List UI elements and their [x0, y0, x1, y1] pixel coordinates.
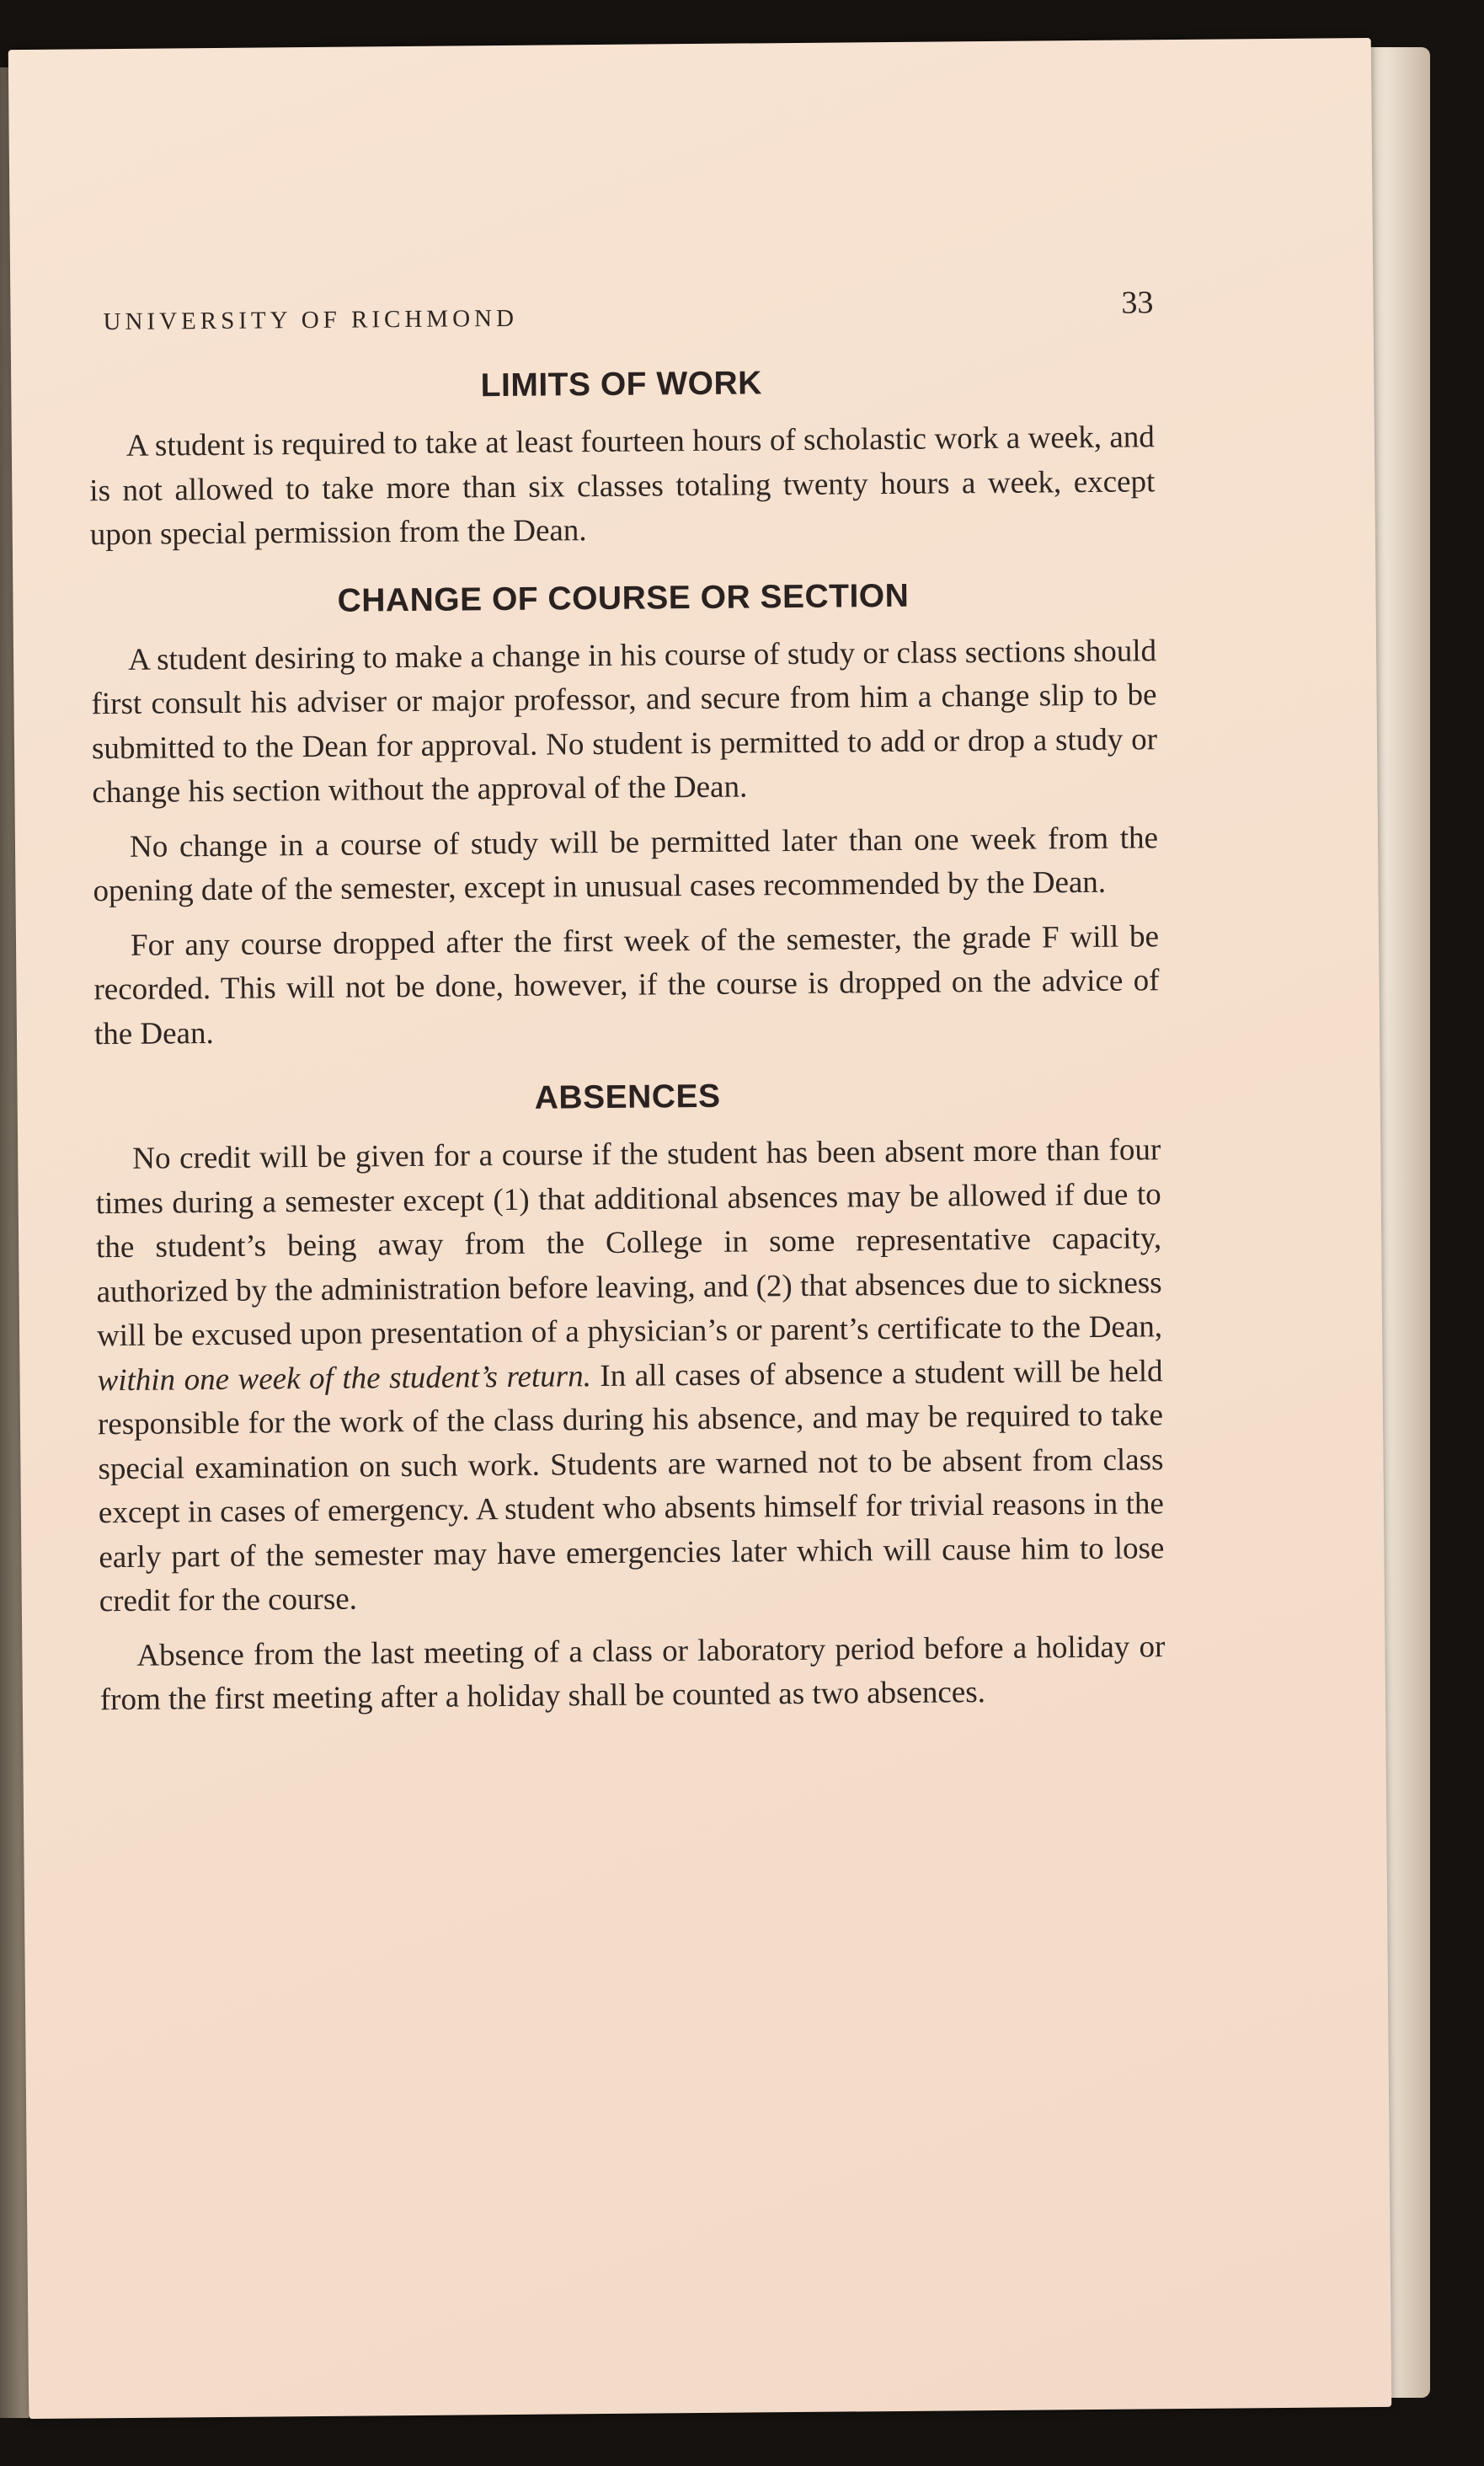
page-number: 33	[1121, 285, 1154, 321]
heading-absences: ABSENCES	[534, 1078, 721, 1116]
running-title: UNIVERSITY OF RICHMOND	[103, 304, 519, 336]
absences-italic-phrase: within one week of the student’s return.	[97, 1358, 592, 1398]
paragraph-limits: A student is required to take at least fourteen hours of scholastic work a week, and is not allowed to take more than six classes totaling twenty hours a week, except upon special permission from the Dean.	[89, 420, 1156, 553]
absences-text-end: In all cases of absence a student will be held responsible for the work of the class during his absence, and may be required to take special examination on such work. Students are warned not to be absent from class except in cases of emergency. A student who absents himself for trivial reasons in the early part of the semester may have emergencies later which will cause him to lose credit for the course.	[97, 1353, 1165, 1619]
book-page	[8, 38, 1391, 2419]
paragraph-change-3: For any course dropped after the first week of the semester, the grade F will be recorded. This will not be done, however, if the course is dropped on the advice of the Dean.	[93, 918, 1160, 1051]
absences-text-start: No credit will be given for a course if the student has been absent more than four times during a semester except (1) that additional absences may be allowed if due to the student’s being away from the College in some representative capacity, authorized by the administration before leaving, and (2) that absences due to sickness will be excused upon presentation of a physician’s or parent’s certificate to the Dean,	[95, 1132, 1163, 1354]
paragraph-absences-1	[95, 1128, 1165, 1624]
page-content	[88, 284, 1166, 1722]
heading-limits-of-work: LIMITS OF WORK	[480, 365, 762, 404]
paragraph-absences-2: Absence from the last meeting of a class or laboratory period before a holiday or from the first meeting after a holiday shall be counted as two absences.	[99, 1629, 1166, 1718]
running-head	[88, 284, 1153, 344]
heading-change-of-course: CHANGE OF COURSE OR SECTION	[337, 577, 910, 619]
paragraph-change-1: A student desiring to make a change in his course of study or class sections should first consult his adviser or major professor, and secure from him a change slip to be submitted to the Dean for approval. No student is permitted to add or drop a study or change his section without the approval of the Dean.	[91, 633, 1158, 810]
paragraph-change-2: No change in a course of study will be permitted later than one week from the opening date of the semester, except in unusual cases recommended by the Dean.	[93, 820, 1159, 909]
